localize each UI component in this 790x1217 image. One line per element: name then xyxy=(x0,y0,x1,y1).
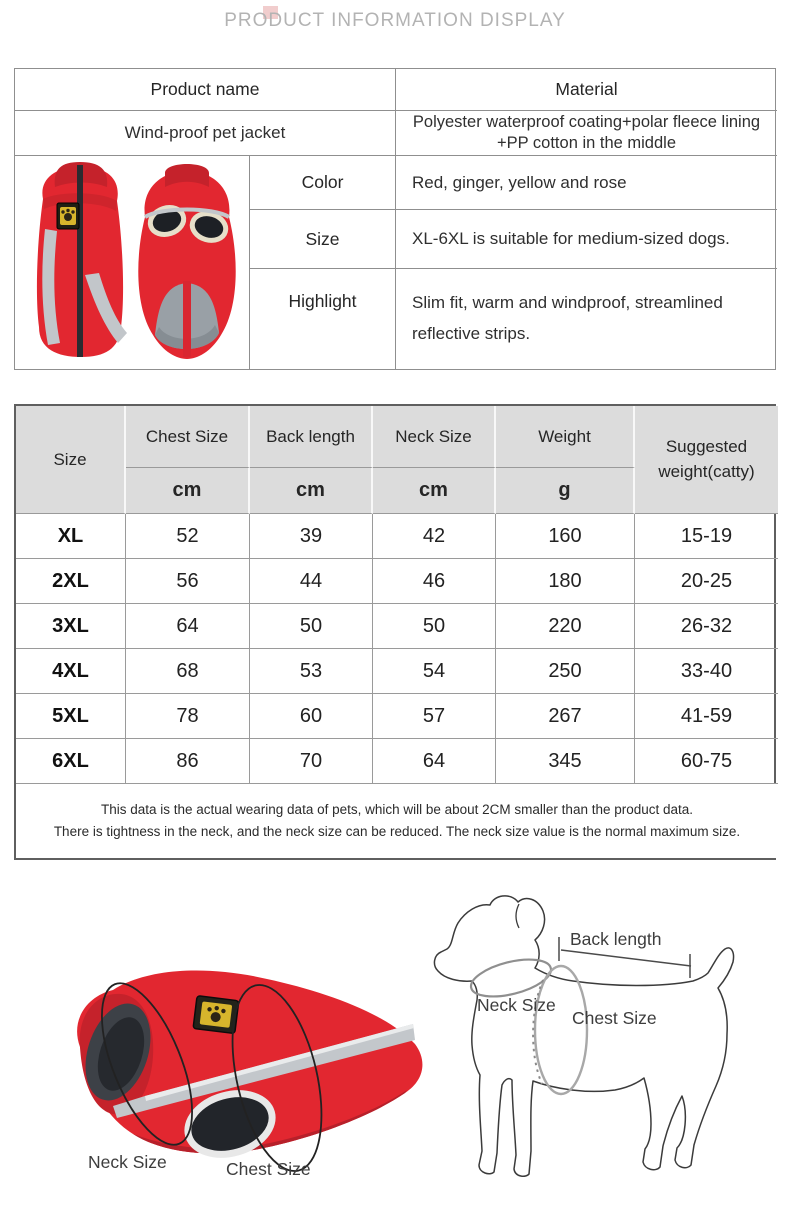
size-row-cell: 46 xyxy=(373,559,496,604)
dog-chest-size-label: Chest Size xyxy=(572,1008,657,1028)
size-row-cell: 15-19 xyxy=(635,514,778,559)
highlight-value-text: Slim fit, warm and windproof, streamlined reflective strips. xyxy=(412,293,723,343)
size-row-cell: 52 xyxy=(126,514,250,559)
jacket-neck-size-label: Neck Size xyxy=(88,1152,167,1172)
size-row-cell: XL xyxy=(16,514,126,559)
product-name-value: Wind-proof pet jacket xyxy=(15,111,396,156)
size-value: XL-6XL is suitable for medium-sized dogs. xyxy=(396,210,777,269)
material-value-text: Polyester waterproof coating+polar fleece lining +PP cotton in the middle xyxy=(412,112,761,152)
size-row-cell: 160 xyxy=(496,514,635,559)
highlight-value xyxy=(396,269,777,369)
size-row-cell: 44 xyxy=(250,559,373,604)
page-title: PRODUCT INFORMATION DISPLAY xyxy=(224,10,566,31)
unit-chest: cm xyxy=(126,468,250,514)
jacket-front-back-image xyxy=(15,157,249,369)
size-row-cell: 64 xyxy=(126,604,250,649)
color-value: Red, ginger, yellow and rose xyxy=(396,156,777,210)
size-row-cell: 180 xyxy=(496,559,635,604)
size-row-cell: 54 xyxy=(373,649,496,694)
paw-logo-badge xyxy=(193,996,239,1034)
size-chart-table xyxy=(14,404,776,860)
size-row-cell: 4XL xyxy=(16,649,126,694)
size-row-cell: 33-40 xyxy=(635,649,778,694)
size-row-cell: 39 xyxy=(250,514,373,559)
col-header-neck: Neck Size xyxy=(373,406,496,468)
size-row-cell: 86 xyxy=(126,739,250,784)
size-row-cell: 68 xyxy=(126,649,250,694)
material-value xyxy=(396,111,777,156)
size-row-cell: 42 xyxy=(373,514,496,559)
size-row-cell: 267 xyxy=(496,694,635,739)
note-line: There is tightness in the neck, and the neck size can be reduced. The neck size value is the normal maximum size. xyxy=(53,824,741,839)
paw-logo-badge xyxy=(57,203,79,229)
size-row-cell: 5XL xyxy=(16,694,126,739)
size-row-cell: 57 xyxy=(373,694,496,739)
note-line: This data is the actual wearing data of pets, which will be about 2CM smaller than the product data. xyxy=(100,801,694,817)
col-header-suggested xyxy=(635,406,778,514)
jacket-chest-size-label: Chest Size xyxy=(226,1159,311,1179)
size-row-cell: 60-75 xyxy=(635,739,778,784)
size-chart-notes xyxy=(16,784,778,858)
material-header: Material xyxy=(396,69,777,111)
dog-back-length-label: Back length xyxy=(570,929,662,949)
size-label: Size xyxy=(250,210,396,269)
size-row-cell: 3XL xyxy=(16,604,126,649)
size-row-cell: 78 xyxy=(126,694,250,739)
size-row-cell: 53 xyxy=(250,649,373,694)
unit-neck: cm xyxy=(373,468,496,514)
col-header-chest: Chest Size xyxy=(126,406,250,468)
col-header-suggested-text: Suggested weight(catty) xyxy=(658,436,755,481)
size-row-cell: 50 xyxy=(373,604,496,649)
dog-neck-size-label: Neck Size xyxy=(477,995,556,1015)
unit-weight: g xyxy=(496,468,635,514)
product-photo xyxy=(15,156,250,369)
size-row-cell: 220 xyxy=(496,604,635,649)
size-row-cell: 60 xyxy=(250,694,373,739)
size-row-cell: 41-59 xyxy=(635,694,778,739)
size-row-cell: 56 xyxy=(126,559,250,604)
size-row-cell: 26-32 xyxy=(635,604,778,649)
unit-back: cm xyxy=(250,468,373,514)
size-row-cell: 2XL xyxy=(16,559,126,604)
product-info-table xyxy=(14,68,776,370)
col-header-back: Back length xyxy=(250,406,373,468)
size-row-cell: 70 xyxy=(250,739,373,784)
highlight-label: Highlight xyxy=(250,269,396,369)
size-row-cell: 50 xyxy=(250,604,373,649)
col-header-size: Size xyxy=(16,406,126,514)
size-row-cell: 6XL xyxy=(16,739,126,784)
color-label: Color xyxy=(250,156,396,210)
size-row-cell: 64 xyxy=(373,739,496,784)
col-header-weight: Weight xyxy=(496,406,635,468)
size-row-cell: 20-25 xyxy=(635,559,778,604)
product-name-header: Product name xyxy=(15,69,396,111)
size-row-cell: 345 xyxy=(496,739,635,784)
size-row-cell: 250 xyxy=(496,649,635,694)
